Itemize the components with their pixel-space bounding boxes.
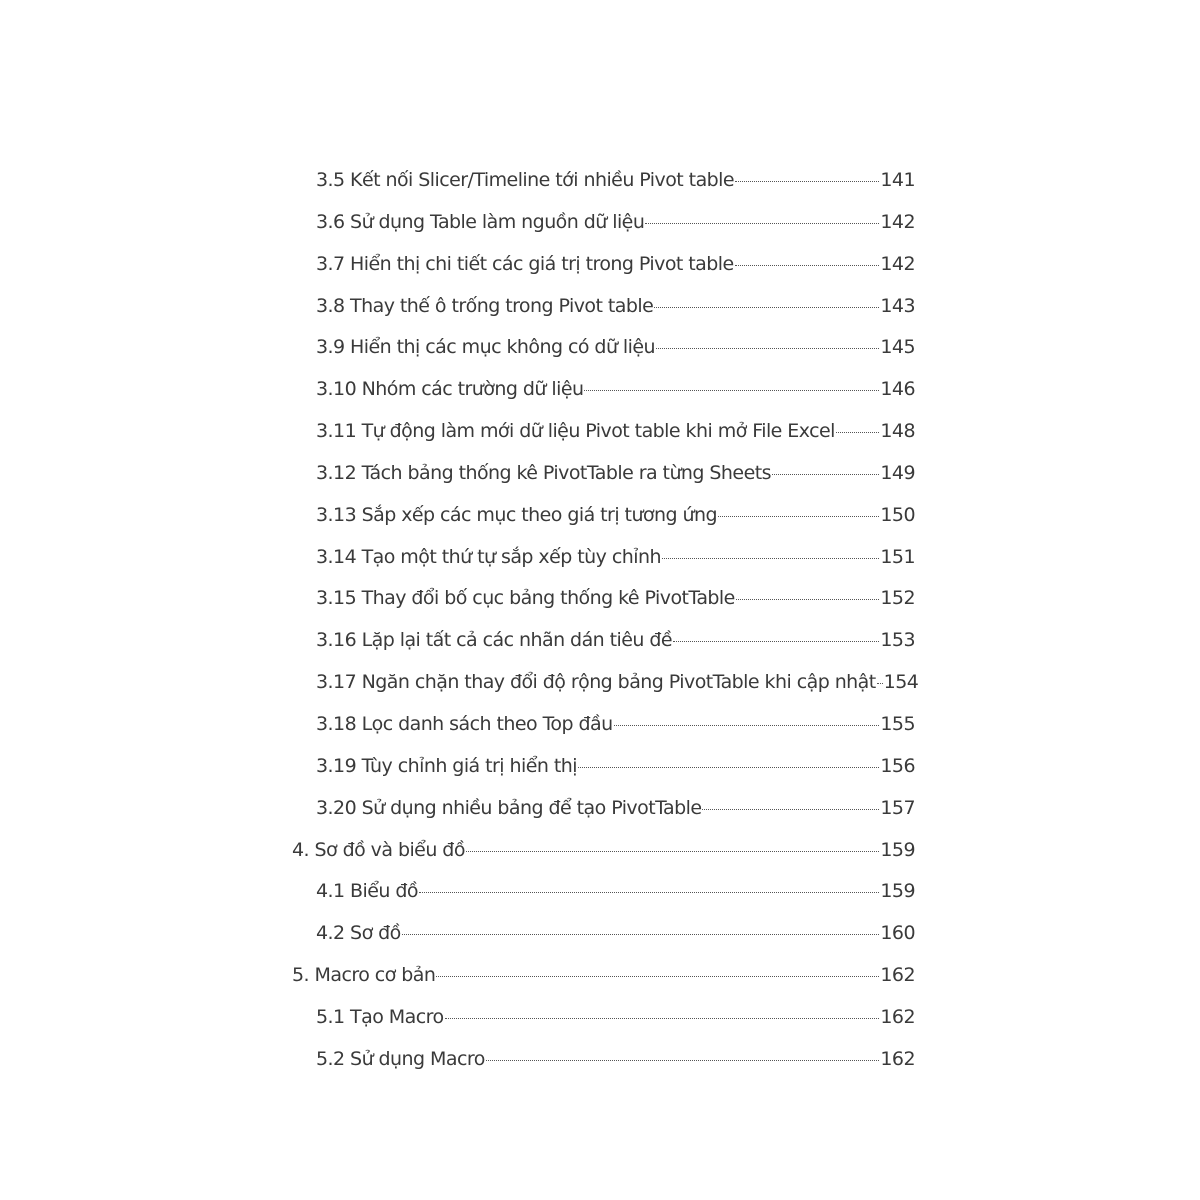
toc-entry-title: 3.20 Sử dụng nhiều bảng để tạo PivotTable: [316, 796, 702, 819]
toc-entry-page: 162: [880, 1005, 915, 1028]
toc-entry-page: 162: [880, 1047, 915, 1070]
dot-leader: [718, 515, 879, 517]
dot-leader: [735, 264, 880, 266]
dot-leader: [702, 808, 879, 810]
toc-entry-page: 152: [880, 587, 915, 610]
dot-leader: [736, 598, 880, 600]
toc-entry-title: 3.19 Tùy chỉnh giá trị hiển thị: [316, 754, 577, 777]
dot-leader: [578, 766, 879, 768]
dot-leader: [402, 933, 880, 935]
toc-entry-page: 145: [880, 336, 915, 359]
toc-entry: [292, 704, 915, 746]
toc-entry-title: 3.12 Tách bảng thống kê PivotTable ra từng Sheets: [316, 461, 771, 484]
toc-entry-page: 160: [880, 922, 915, 945]
toc-entry: [292, 244, 915, 286]
toc-entry: [292, 620, 915, 662]
dot-leader: [445, 1017, 880, 1019]
toc-entry: [292, 286, 915, 328]
toc-entry-page: 155: [880, 712, 915, 735]
toc-entry-page: 156: [880, 754, 915, 777]
dot-leader: [836, 431, 879, 433]
dot-leader: [584, 389, 879, 391]
dot-leader: [877, 682, 883, 684]
dot-leader: [772, 473, 879, 475]
toc-entry: [292, 411, 915, 453]
toc-entry-page: 159: [880, 838, 915, 861]
toc-entry-page: 159: [880, 880, 915, 903]
dot-leader: [419, 891, 879, 893]
dot-leader: [662, 557, 879, 559]
toc-entry-page: 153: [880, 629, 915, 652]
toc-entry: [292, 453, 915, 495]
toc-entry-title: 3.15 Thay đổi bố cục bảng thống kê PivotTable: [316, 587, 735, 610]
toc-entry-title: 3.8 Thay thế ô trống trong Pivot table: [316, 294, 654, 317]
toc-entry-title: 3.7 Hiển thị chi tiết các giá trị trong Pivot table: [316, 252, 734, 275]
toc-entry-title: 3.10 Nhóm các trường dữ liệu: [316, 378, 584, 401]
toc-entry-page: 150: [880, 503, 915, 526]
dot-leader: [614, 724, 880, 726]
toc-entry-title: 3.14 Tạo một thứ tự sắp xếp tùy chỉnh: [316, 545, 661, 568]
toc-entry-title: 3.6 Sử dụng Table làm nguồn dữ liệu: [316, 210, 645, 233]
toc-entry-title: 5.1 Tạo Macro: [316, 1005, 444, 1028]
toc-entry-title: 4.1 Biểu đồ: [316, 880, 418, 903]
toc-entry: [292, 537, 915, 579]
toc-entry-title: 5. Macro cơ bản: [292, 964, 436, 987]
toc-entry: [292, 327, 915, 369]
dot-leader: [466, 850, 879, 852]
toc-entry: [292, 369, 915, 411]
toc-entry: [292, 578, 915, 620]
toc-entry: [292, 913, 915, 955]
toc-entry-title: 3.13 Sắp xếp các mục theo giá trị tương ứng: [316, 503, 717, 526]
toc-entry-page: 151: [880, 545, 915, 568]
toc-entry: [292, 1039, 915, 1081]
table-of-contents: [292, 160, 919, 1081]
toc-entry-title: 5.2 Sử dụng Macro: [316, 1047, 485, 1070]
toc-entry-title: 3.9 Hiển thị các mục không có dữ liệu: [316, 336, 656, 359]
toc-entry-title: 3.16 Lặp lại tất cả các nhãn dán tiêu đề: [316, 629, 673, 652]
toc-entry: [292, 788, 915, 830]
toc-entry: [292, 662, 919, 704]
dot-leader: [673, 640, 879, 642]
toc-entry-title: 3.18 Lọc danh sách theo Top đầu: [316, 712, 613, 735]
toc-entry: [292, 997, 915, 1039]
toc-entry: [292, 746, 915, 788]
toc-entry-page: 162: [880, 964, 915, 987]
toc-entry-page: 142: [880, 210, 915, 233]
dot-leader: [436, 975, 879, 977]
toc-entry: [292, 871, 915, 913]
toc-entry-title: 3.11 Tự động làm mới dữ liệu Pivot table khi mở File Excel: [316, 420, 835, 443]
toc-entry-page: 143: [880, 294, 915, 317]
toc-entry-title: 3.17 Ngăn chặn thay đổi độ rộng bảng PivotTable khi cập nhật: [316, 671, 876, 694]
toc-entry-page: 148: [880, 420, 915, 443]
toc-entry-page: 154: [883, 671, 919, 694]
toc-entry-title: 4.2 Sơ đồ: [316, 922, 401, 945]
dot-leader: [486, 1059, 880, 1061]
dot-leader: [645, 222, 879, 224]
toc-entry-title: 3.5 Kết nối Slicer/Timeline tới nhiều Pivot table: [316, 169, 735, 191]
toc-entry: [292, 202, 915, 244]
dot-leader: [654, 306, 879, 308]
toc-entry-page: 141: [880, 169, 915, 191]
toc-entry-page: 142: [880, 252, 915, 275]
toc-entry-page: 149: [880, 461, 915, 484]
toc-entry: [292, 495, 915, 537]
dot-leader: [735, 180, 879, 182]
toc-entry-title: 4. Sơ đồ và biểu đồ: [292, 838, 465, 861]
toc-entry: [292, 830, 915, 872]
toc-entry: [292, 160, 915, 202]
dot-leader: [656, 347, 879, 349]
toc-entry: [292, 955, 915, 997]
toc-entry-page: 157: [880, 796, 915, 819]
toc-entry-page: 146: [880, 378, 915, 401]
